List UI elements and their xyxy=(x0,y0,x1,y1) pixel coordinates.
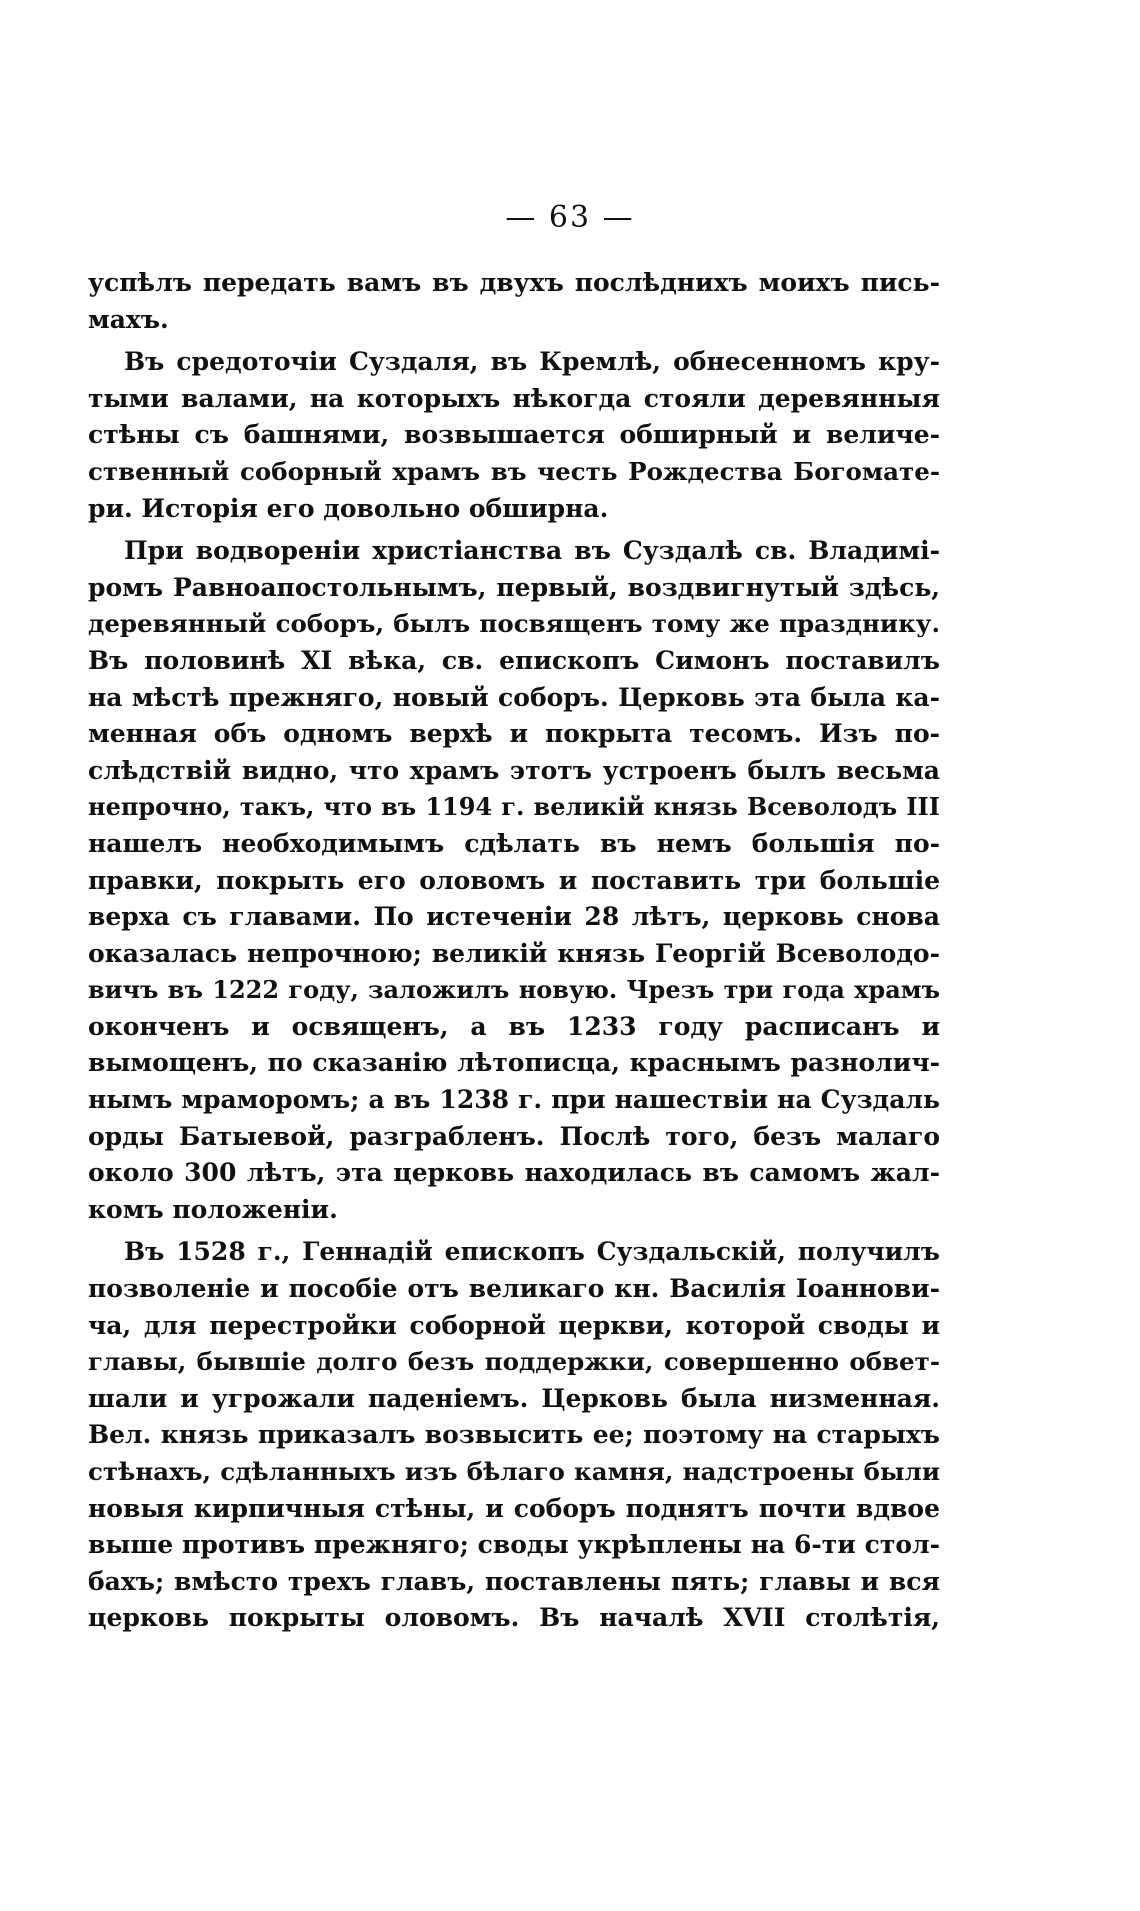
text-line: орды Батыевой, разграбленъ. Послѣ того, безъ малаго xyxy=(88,1121,940,1151)
text-line: оказалась непрочною; великій князь Георгій Всеволодо- xyxy=(88,938,940,968)
text-line: тыми валами, на которыхъ нѣкогда стояли деревянныя xyxy=(88,383,940,413)
body-text xyxy=(88,265,940,1643)
paragraph-1 xyxy=(88,265,940,338)
text-line: выше противъ прежняго; своды укрѣплены на 6-ти стол- xyxy=(88,1530,940,1560)
paragraph-2 xyxy=(88,344,940,527)
text-line: верха съ главами. По истеченіи 28 лѣтъ, церковь снова xyxy=(88,902,940,932)
page-number: — 63 — xyxy=(505,200,635,235)
text-line: комъ положеніи. xyxy=(88,1194,338,1224)
paragraph-4 xyxy=(88,1234,940,1637)
text-line: ромъ Равноапостольнымъ, первый, воздвигнутый здѣсь, xyxy=(88,572,940,602)
text-line: ри. Исторія его довольно обширна. xyxy=(88,493,609,523)
text-line: слѣдствій видно, что храмъ этотъ устроенъ былъ весьма xyxy=(88,755,940,785)
text-line: нымъ мраморомъ; а въ 1238 г. при нашествіи на Суздаль xyxy=(88,1085,940,1115)
text-line: на мѣстѣ прежняго, новый соборъ. Церковь эта была ка- xyxy=(88,682,940,712)
text-line: церковь покрыты оловомъ. Въ началѣ XVII столѣтія, xyxy=(88,1603,940,1633)
text-line: Вел. князь приказалъ возвысить ее; поэтому на старыхъ xyxy=(88,1420,940,1450)
text-line: деревянный соборъ, былъ посвященъ тому же празднику. xyxy=(88,609,940,639)
text-line: стѣнахъ, сдѣланныхъ изъ бѣлаго камня, надстроены были xyxy=(88,1457,940,1486)
text-line: шали и угрожали паденіемъ. Церковь была низменная. xyxy=(88,1383,940,1413)
text-line: стѣны съ башнями, возвышается обширный и величе- xyxy=(88,420,940,450)
text-line: Въ половинѣ XI вѣка, св. епископъ Симонъ поставилъ xyxy=(88,645,940,675)
text-line: главы, бывшіе долго безъ поддержки, совершенно обвет- xyxy=(88,1347,940,1377)
text-line: ственный соборный храмъ въ честь Рождества Богомате- xyxy=(88,456,940,486)
text-line: успѣлъ передать вамъ въ двухъ послѣднихъ моихъ пись- xyxy=(88,268,940,297)
text-line: вымощенъ, по сказанію лѣтописца, краснымъ разнолич- xyxy=(88,1048,940,1078)
text-line: махъ. xyxy=(88,304,169,334)
text-line: новыя кирпичныя стѣны, и соборъ поднятъ почти вдвое xyxy=(88,1493,940,1523)
text-line: нашелъ необходимымъ сдѣлать въ немъ большія по- xyxy=(88,828,940,858)
text-line: правки, покрыть его оловомъ и поставить три большіе xyxy=(88,865,940,895)
text-line: вичъ въ 1222 году, заложилъ новую. Чрезъ три года храмъ xyxy=(88,975,940,1005)
text-line: около 300 лѣтъ, эта церковь находилась въ самомъ жал- xyxy=(88,1158,940,1188)
paragraph-3 xyxy=(88,533,940,1228)
text-line: Въ средоточіи Суздаля, въ Кремлѣ, обнесенномъ кру- xyxy=(124,347,940,377)
text-line: бахъ; вмѣсто трехъ главъ, поставлены пять; главы и вся xyxy=(88,1566,940,1596)
text-line: менная объ одномъ верхѣ и покрыта тесомъ. Изъ по- xyxy=(88,719,940,749)
text-line: оконченъ и освященъ, а въ 1233 году расписанъ и xyxy=(88,1011,940,1041)
text-line: Въ 1528 г., Геннадій епископъ Суздальскій, получилъ xyxy=(124,1237,940,1267)
text-line: ча, для перестройки соборной церкви, которой своды и xyxy=(88,1310,940,1340)
text-line: позволеніе и пособіе отъ великаго кн. Василія Іоаннови- xyxy=(88,1274,940,1304)
text-line: непрочно, такъ, что въ 1194 г. великій князь Всеволодъ III xyxy=(88,792,940,822)
text-line: При водвореніи христіанства въ Суздалѣ св. Владимі- xyxy=(124,536,940,566)
